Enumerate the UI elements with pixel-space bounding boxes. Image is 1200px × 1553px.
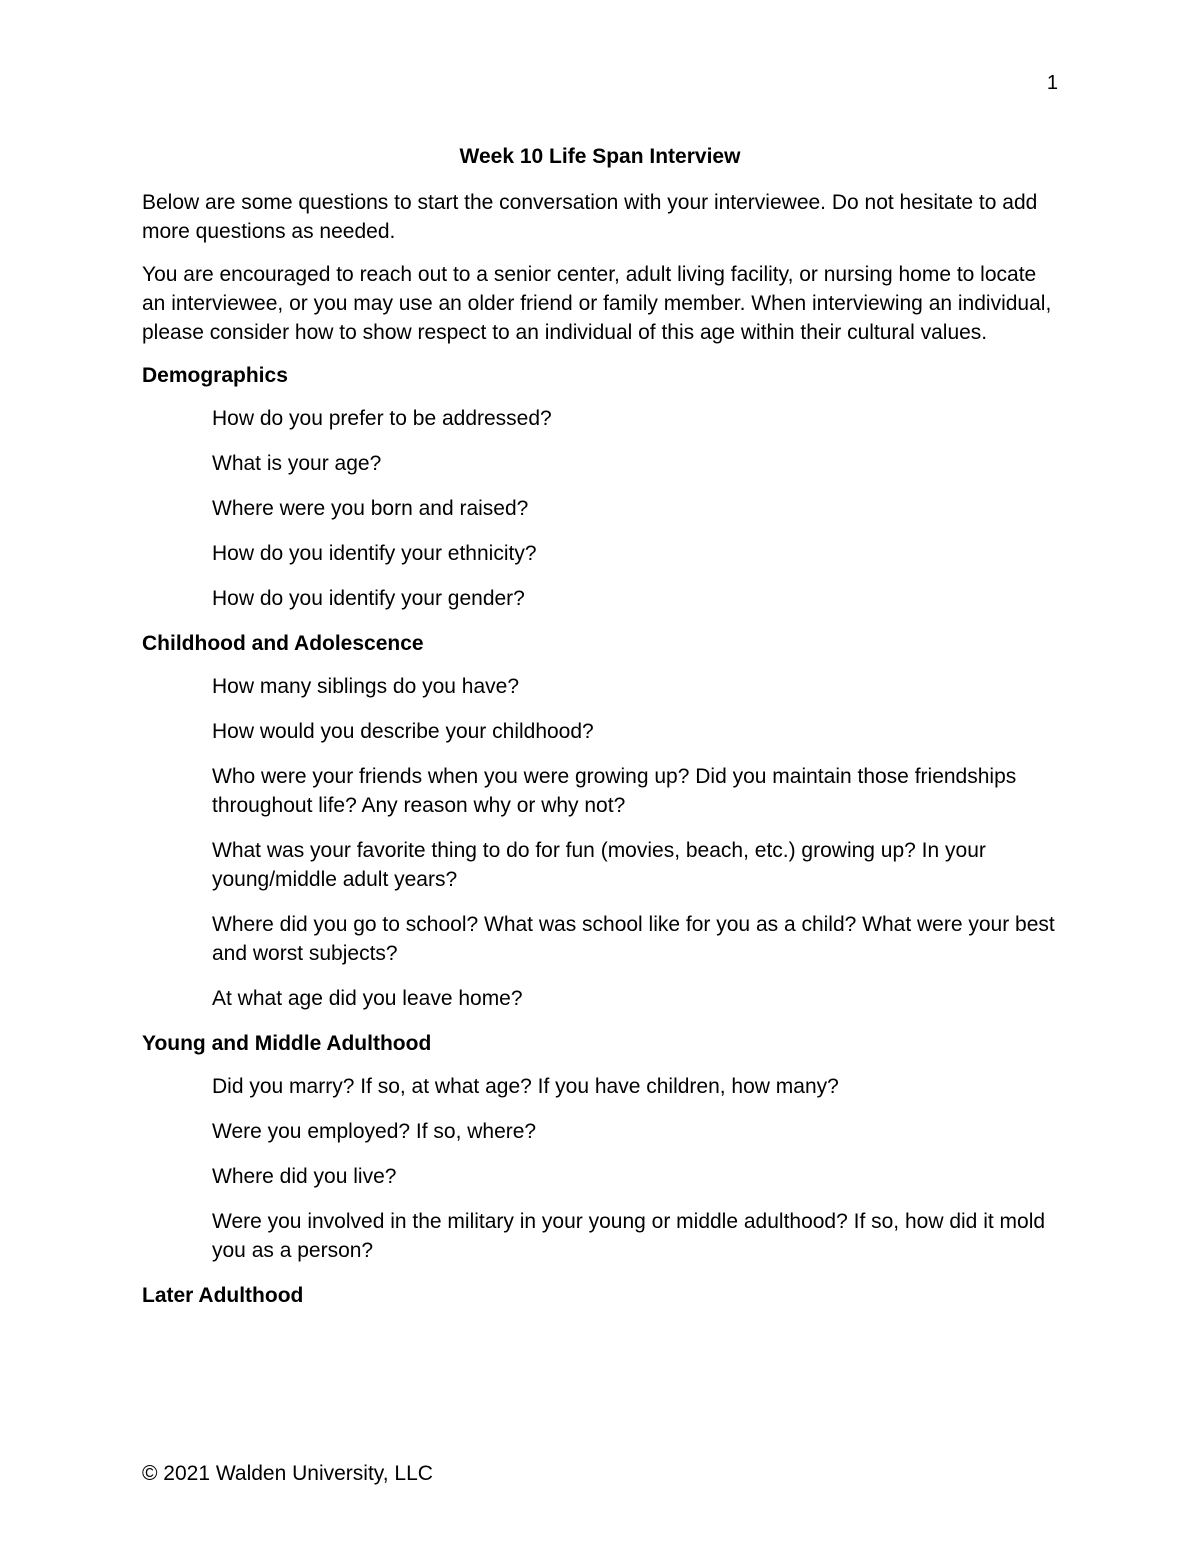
question-item: Where were you born and raised? [212, 497, 529, 520]
question-item: How would you describe your childhood? [212, 720, 594, 743]
copyright-footer: © 2021 Walden University, LLC [142, 1462, 433, 1485]
question-item: How do you identify your ethnicity? [212, 542, 537, 565]
intro-paragraph: You are encouraged to reach out to a senior center, adult living facility, or nursing home to locate an interviewee, or you may use an older friend or family member. When interviewing an individual, please consider how to show respect to an individual of this age within their cultural values. [142, 263, 1052, 344]
question-item: What was your favorite thing to do for fun (movies, beach, etc.) growing up? In your young/middle adult years? [212, 839, 986, 891]
question-item: Where did you live? [212, 1165, 397, 1188]
question-item: Where did you go to school? What was school like for you as a child? What were your best and worst subjects? [212, 913, 1055, 965]
intro-paragraph: Below are some questions to start the conversation with your interviewee. Do not hesitate to add more questions as needed. [142, 191, 1038, 243]
question-item: What is your age? [212, 452, 382, 475]
question-item: Did you marry? If so, at what age? If you have children, how many? [212, 1075, 839, 1098]
question-list [142, 1072, 1058, 1265]
section-heading: Young and Middle Adulthood [142, 1032, 432, 1055]
question-item: At what age did you leave home? [212, 987, 523, 1010]
document-title: Week 10 Life Span Interview [459, 145, 741, 168]
section-young-middle-adulthood [142, 1029, 1058, 1265]
question-item: Were you involved in the military in your young or middle adulthood? If so, how did it mold you as a person? [212, 1210, 1046, 1262]
question-item: How do you identify your gender? [212, 587, 525, 610]
document-body [142, 142, 1058, 1324]
question-list [142, 404, 1058, 613]
page-number: 1 [1046, 72, 1058, 94]
question-item: Who were your friends when you were growing up? Did you maintain those friendships throughout life? Any reason why or why not? [212, 765, 1017, 817]
question-item: How many siblings do you have? [212, 675, 520, 698]
question-list [142, 672, 1058, 1013]
section-heading: Demographics [142, 364, 288, 387]
section-heading: Later Adulthood [142, 1284, 304, 1307]
section-demographics [142, 361, 1058, 613]
section-later-adulthood [142, 1281, 1058, 1310]
question-item: Were you employed? If so, where? [212, 1120, 537, 1143]
question-item: How do you prefer to be addressed? [212, 407, 552, 430]
section-heading: Childhood and Adolescence [142, 632, 424, 655]
section-childhood-adolescence [142, 629, 1058, 1013]
